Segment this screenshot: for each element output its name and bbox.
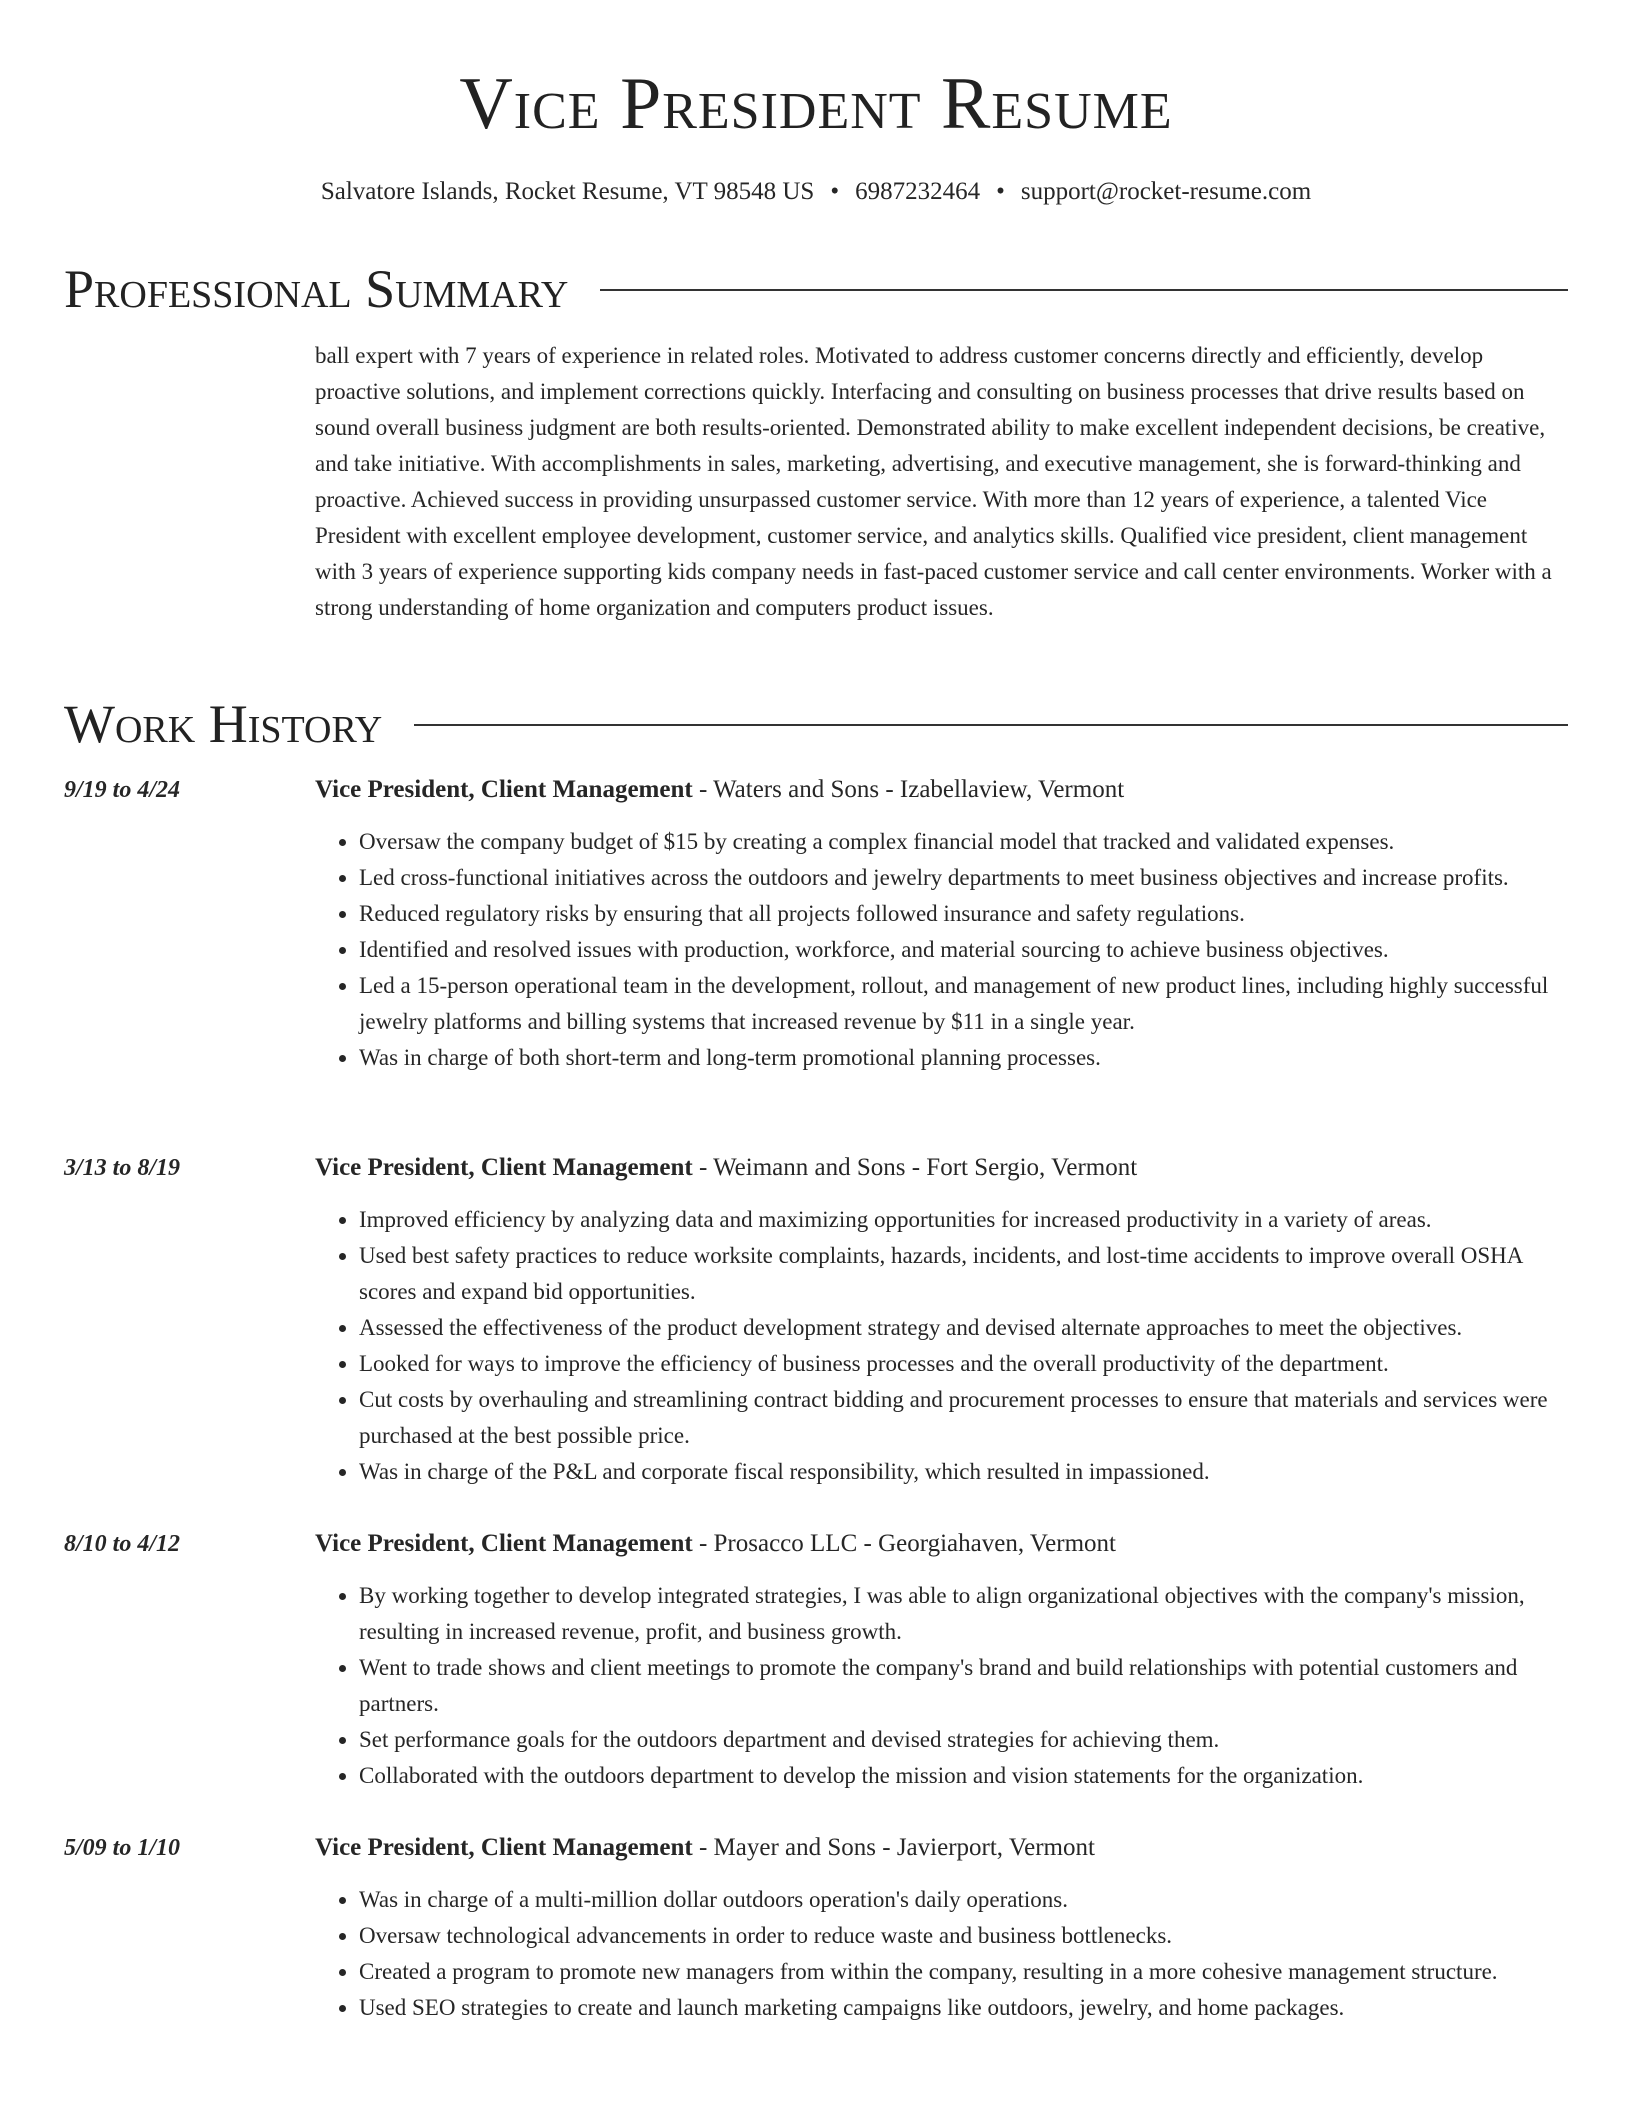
job-bullet: • Assessed the effectiveness of the product development strategy and devised alternate approaches to meet the objectives.	[359, 1310, 1569, 1346]
job-role: Vice President, Client Management	[315, 776, 693, 803]
job-bullet: • Used best safety practices to reduce worksite complaints, hazards, incidents, and lost-time accidents to improve overall OSHA scores and expand bid opportunities.	[359, 1238, 1569, 1310]
resume-title: Vice President Resume	[459, 63, 1173, 145]
job-bullets	[315, 1882, 1569, 2026]
job-bullet: • Collaborated with the outdoors department to develop the mission and vision statements for the organization.	[359, 1758, 1569, 1794]
job-dates: 8/10 to 4/12	[64, 1531, 181, 1557]
job-header	[315, 1150, 1569, 1186]
job-bullet: • Led a 15-person operational team in the development, rollout, and management of new product lines, including highly successful jewelry platforms and billing systems that increased revenue by $11 in a single year.	[359, 968, 1569, 1040]
job-bullet: • Was in charge of the P&L and corporate fiscal responsibility, which resulted in impassioned.	[359, 1454, 1569, 1490]
job-bullet: • By working together to develop integrated strategies, I was able to align organizational objectives with the company's mission, resulting in increased revenue, profit, and business growth.	[359, 1578, 1569, 1650]
section-title: Professional Summary	[64, 259, 569, 319]
section-title: Work History	[64, 694, 383, 754]
job-bullet: • Was in charge of both short-term and long-term promotional planning processes.	[359, 1040, 1569, 1076]
job-bullet: • Reduced regulatory risks by ensuring that all projects followed insurance and safety regulations.	[359, 896, 1569, 932]
summary-text: ball expert with 7 years of experience in related roles. Motivated to address customer concerns directly and efficiently, develop proactive solutions, and implement corrections quickly. Interfacing and consulting on business processes that drive results based on sound overall business judgment are both results-oriented. Demonstrated ability to make excellent independent decisions, be creative, and take initiative. With accomplishments in sales, marketing, advertising, and executive management, she is forward-thinking and proactive. Achieved success in providing unsurpassed customer service. With more than 12 years of experience, a talented Vice President with excellent employee development, customer service, and analytics skills. Qualified vice president, client management with 3 years of experience supporting kids company needs in fast-paced customer service and call center environments. Worker with a strong understanding of home organization and computers product issues.	[315, 343, 1552, 620]
job-bullets	[315, 1202, 1569, 1490]
job-bullet: • Set performance goals for the outdoors department and devised strategies for achieving them.	[359, 1722, 1569, 1758]
contact-email: support@rocket-resume.com	[1020, 178, 1312, 205]
section-divider	[414, 724, 1568, 726]
job-bullets	[315, 824, 1569, 1076]
job-header	[315, 1830, 1569, 1866]
job-details: - Waters and Sons - Izabellaview, Vermont	[692, 776, 1125, 803]
job-dates: 5/09 to 1/10	[64, 1835, 181, 1861]
job-bullet: • Was in charge of a multi-million dollar outdoors operation's daily operations.	[359, 1882, 1569, 1918]
section-heading-work-history	[64, 689, 1568, 759]
job-bullet: • Identified and resolved issues with production, workforce, and material sourcing to achieve business objectives.	[359, 932, 1569, 968]
section-divider	[600, 289, 1568, 291]
job-bullet: • Used SEO strategies to create and launch marketing campaigns like outdoors, jewelry, and home packages.	[359, 1990, 1569, 2026]
job-bullet: • Oversaw the company budget of $15 by creating a complex financial model that tracked and validated expenses.	[359, 824, 1569, 860]
contact-line	[0, 174, 1632, 210]
job-bullet: • Created a program to promote new managers from within the company, resulting in a more cohesive management structure.	[359, 1954, 1569, 1990]
job-bullet: • Oversaw technological advancements in order to reduce waste and business bottlenecks.	[359, 1918, 1569, 1954]
job-role: Vice President, Client Management	[315, 1154, 693, 1181]
job-role: Vice President, Client Management	[315, 1834, 693, 1861]
contact-separator: •	[996, 178, 1005, 205]
job-dates: 9/19 to 4/24	[64, 777, 181, 803]
job-bullets	[315, 1578, 1569, 1794]
job-dates: 3/13 to 8/19	[64, 1155, 181, 1181]
job-details: - Mayer and Sons - Javierport, Vermont	[692, 1834, 1095, 1861]
job-bullet: • Went to trade shows and client meetings to promote the company's brand and build relationships with potential customers and partners.	[359, 1650, 1569, 1722]
job-details: - Prosacco LLC - Georgiahaven, Vermont	[692, 1530, 1116, 1557]
job-header	[315, 1526, 1569, 1562]
contact-phone: 6987232464	[855, 178, 981, 205]
job-header	[315, 772, 1569, 808]
job-bullet: • Improved efficiency by analyzing data and maximizing opportunities for increased productivity in a variety of areas.	[359, 1202, 1569, 1238]
job-role: Vice President, Client Management	[315, 1530, 693, 1557]
section-heading-summary	[64, 254, 1568, 324]
job-details: - Weimann and Sons - Fort Sergio, Vermont	[692, 1154, 1138, 1181]
job-bullet: • Looked for ways to improve the efficiency of business processes and the overall productivity of the department.	[359, 1346, 1569, 1382]
contact-separator: •	[830, 178, 840, 205]
job-bullet: • Cut costs by overhauling and streamlining contract bidding and procurement processes to ensure that materials and services were purchased at the best possible price.	[359, 1382, 1569, 1454]
contact-address: Salvatore Islands, Rocket Resume, VT 98548 US	[320, 178, 815, 205]
job-bullet: • Led cross-functional initiatives across the outdoors and jewelry departments to meet business objectives and increase profits.	[359, 860, 1569, 896]
